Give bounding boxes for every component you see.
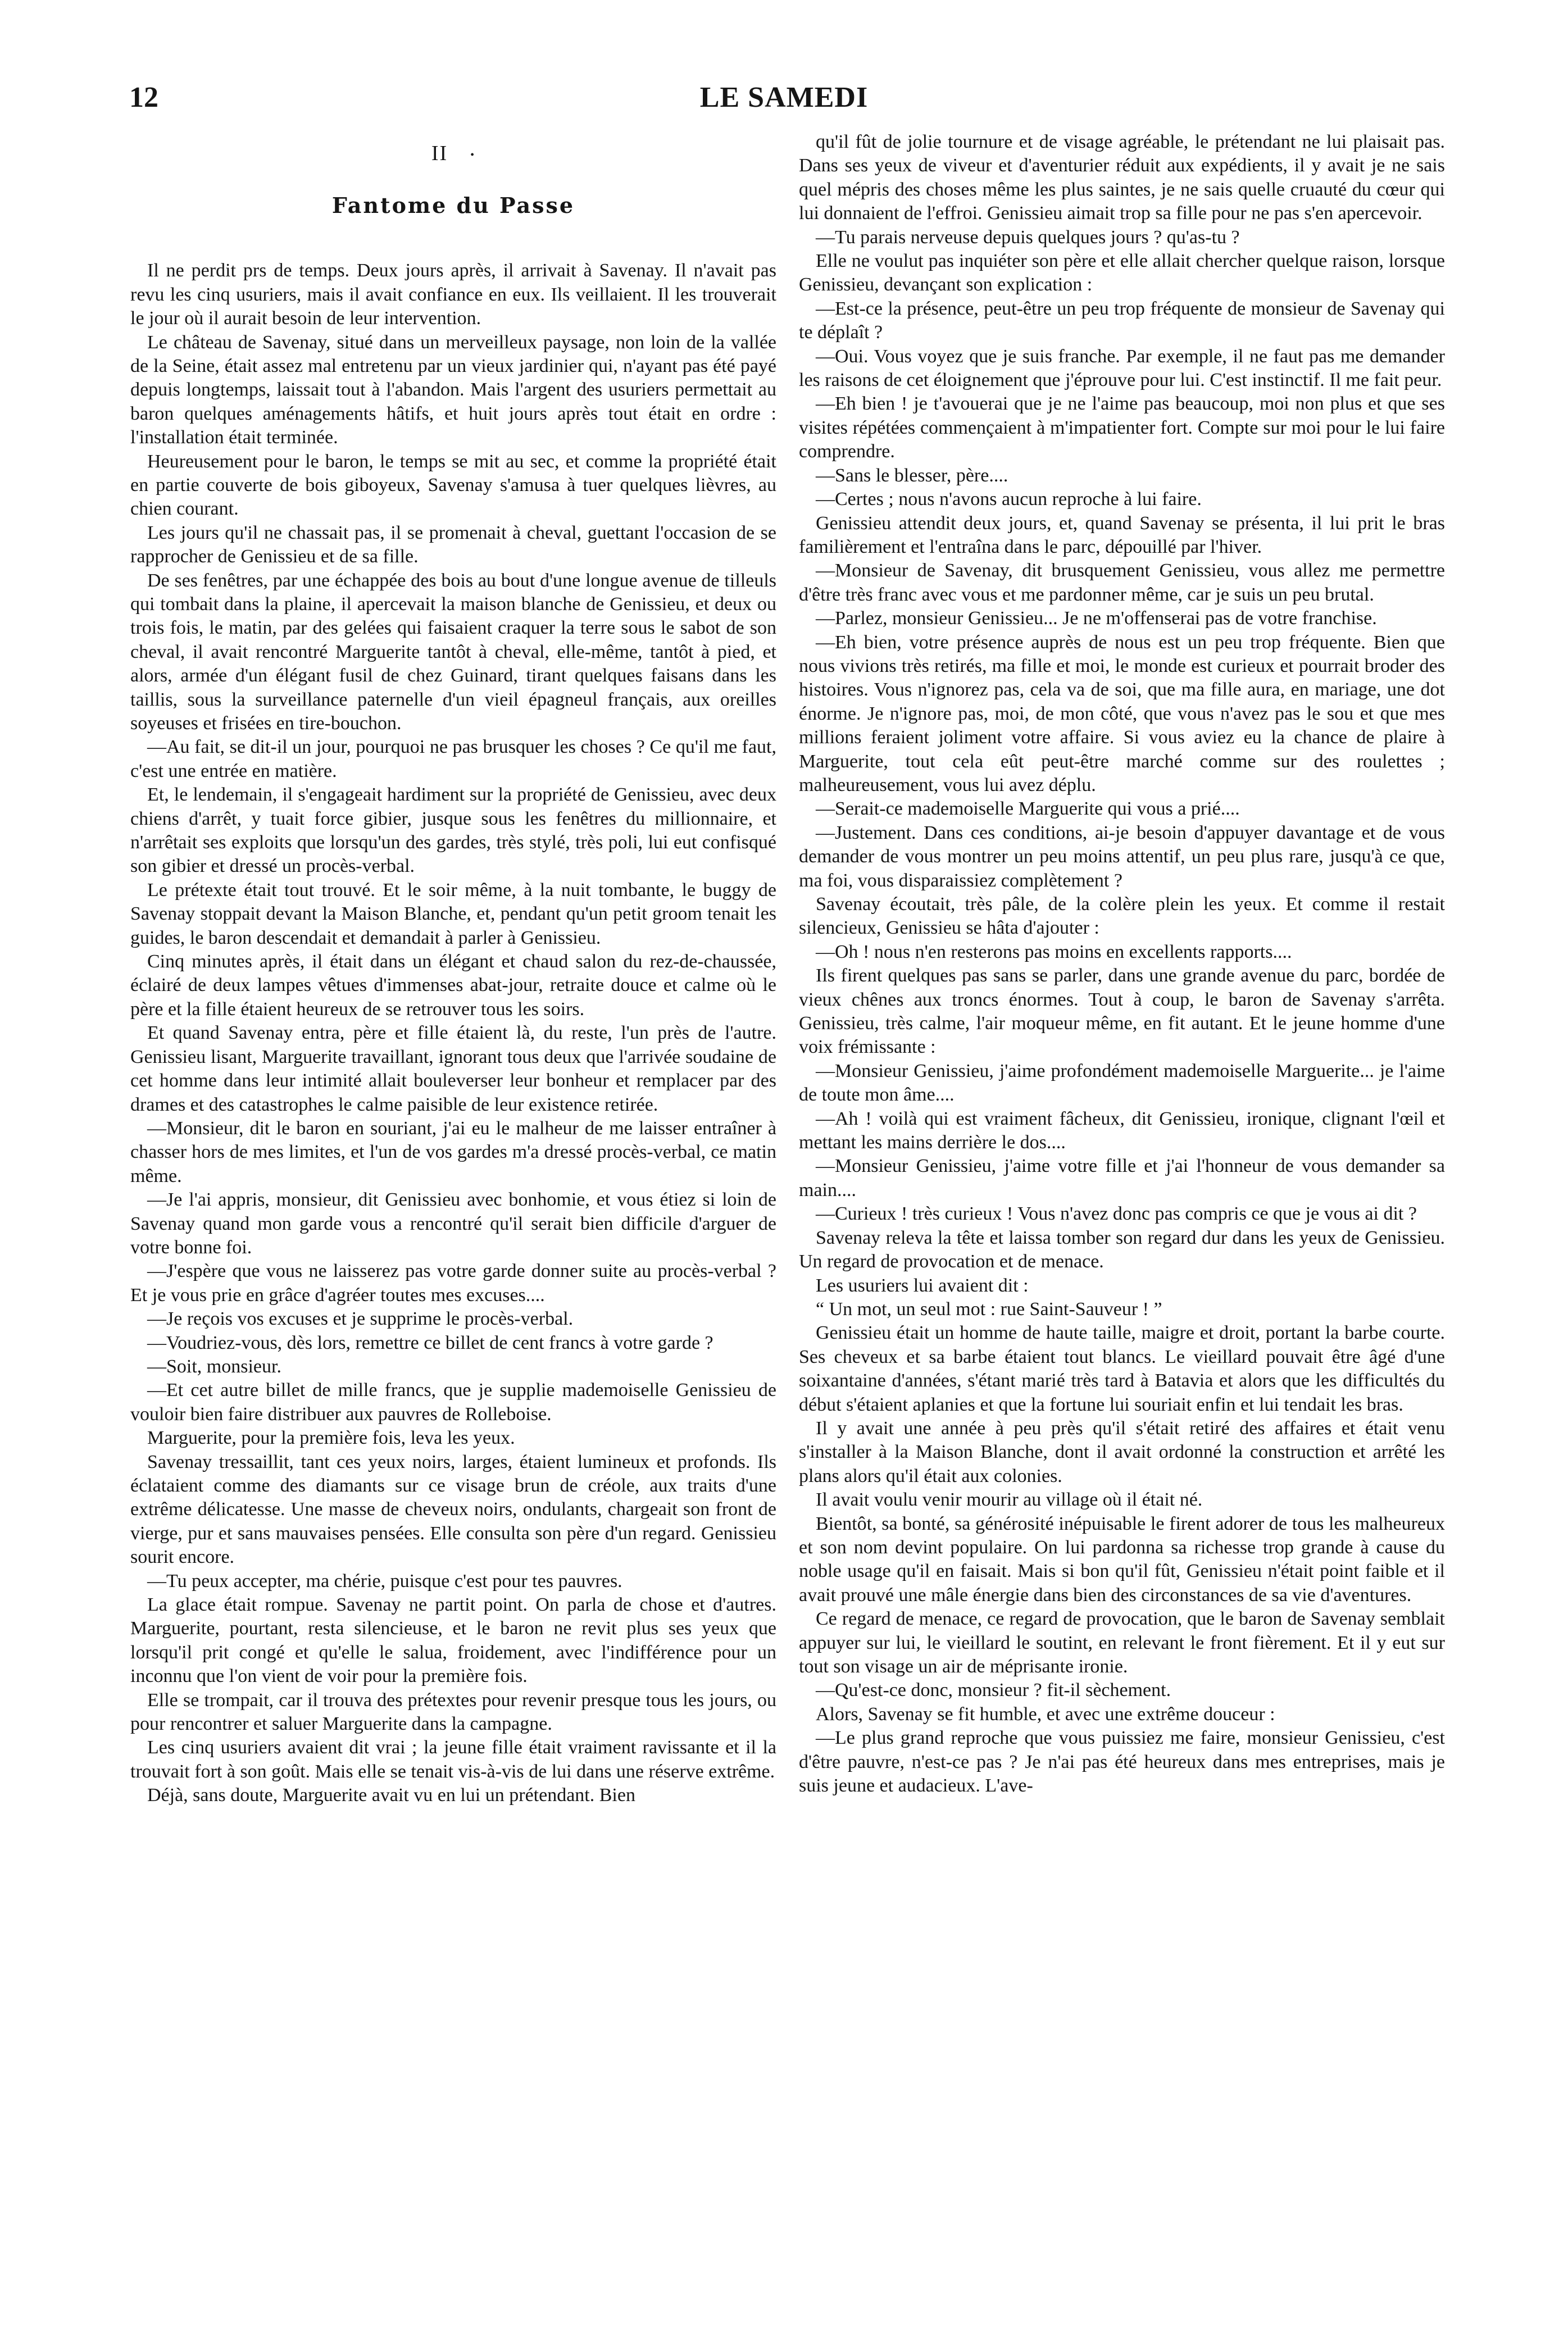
paragraph: Et, le lendemain, il s'engageait hardiment sur la propriété de Genissieu, avec deux chiens d'arrêt, y tuait force gibier, jusque sous les fenêtres du millionnaire, et n'arrêtait ses exploits que lorsqu'un des gardes, très stylé, très poli, lui eut confisqué son gibier et dressé un procès-verbal. <box>130 784 776 877</box>
left-column <box>130 130 776 1808</box>
paragraph: La glace était rompue. Savenay ne partit point. On parla de chose et d'autres. Marguerite, pourtant, resta silencieuse, et le baron ne revit plus ses yeux que lorsqu'il prit congé et qu'elle le salua, froidement, avec l'indifférence pour un inconnu que l'on vient de voir pour la première fois. <box>130 1594 776 1687</box>
paragraph: Elle se trompait, car il trouva des prétextes pour revenir presque tous les jours, ou pour rencontrer et saluer Marguerite dans la campagne. <box>130 1689 776 1735</box>
paragraph: Les cinq usuriers avaient dit vrai ; la jeune fille était vraiment ravissante et il la trouvait fort à son goût. Mais elle se tenait vis-à-vis de lui dans une réserve extrême. <box>130 1737 776 1782</box>
paragraph: —Tu parais nerveuse depuis quelques jours ? qu'as-tu ? <box>816 226 1240 248</box>
paragraph: —Parlez, monsieur Genissieu... Je ne m'offenserai pas de votre franchise. <box>816 608 1377 629</box>
paragraph: Genissieu était un homme de haute taille, maigre et droit, portant la barbe courte. Ses cheveux et sa barbe étaient tout blancs. Le vieillard pouvait être âgé d'une soixantaine d'années, s'étant marié très tard à Batavia et alors que les difficultés du début s'étaient aplanies et que la fortune lui souriait enfin et lui tendait les bras. <box>799 1322 1445 1415</box>
paragraph: —Je reçois vos excuses et je supprime le procès-verbal. <box>147 1308 574 1330</box>
paragraph: —Justement. Dans ces conditions, ai-je besoin d'appuyer davantage et de vous demander de vous montrer un peu moins attentif, un peu plus rare, jusqu'à ce que, ma foi, vous disparaissiez complètement ? <box>799 822 1445 891</box>
paragraph: —Voudriez-vous, dès lors, remettre ce billet de cent francs à votre garde ? <box>147 1332 713 1353</box>
paragraph: Cinq minutes après, il était dans un élégant et chaud salon du rez-de-chaussée, éclairé de deux lampes vêtues d'immenses abat-jour, retraite douce et calme où le père et la fille étaient heureux de se retrouver tous les soirs. <box>130 951 776 1020</box>
paragraph: —Monsieur Genissieu, j'aime profondément mademoiselle Marguerite... je l'aime de toute mon âme.... <box>799 1060 1445 1106</box>
paragraph: —Au fait, se dit-il un jour, pourquoi ne pas brusquer les choses ? Ce qu'il me faut, c'est une entrée en matière. <box>130 736 776 781</box>
paragraph: —Sans le blesser, père.... <box>816 465 1008 486</box>
paragraph: —Je l'ai appris, monsieur, dit Genissieu avec bonhomie, et vous étiez si loin de Savenay quand mon garde vous a rencontré qu'il serait bien difficile d'arguer de votre bonne foi. <box>130 1189 776 1258</box>
paragraph: —Tu peux accepter, ma chérie, puisque c'est pour tes pauvres. <box>147 1570 622 1592</box>
left-column-text <box>130 259 776 1807</box>
paragraph: —Curieux ! très curieux ! Vous n'avez donc pas compris ce que je vous ai dit ? <box>816 1203 1417 1225</box>
paragraph: —Soit, monsieur. <box>147 1356 281 1377</box>
paragraph: Ils firent quelques pas sans se parler, dans une grande avenue du parc, bordée de vieux chênes aux troncs énormes. Tout à coup, le baron de Savenay s'arrêta. Genissieu, très calme, l'air moqueur même, en fit autant. Et le jeune homme d'une voix frémissante : <box>799 965 1445 1058</box>
paragraph: Marguerite, pour la première fois, leva les yeux. <box>147 1427 515 1449</box>
paragraph: —Monsieur Genissieu, j'aime votre fille et j'ai l'honneur de vous demander sa main.... <box>799 1156 1445 1201</box>
paragraph: —Qu'est-ce donc, monsieur ? fit-il sèchement. <box>816 1680 1171 1701</box>
right-column-text <box>799 130 1445 1798</box>
paragraph: —Ah ! voilà qui est vraiment fâcheux, dit Genissieu, ironique, clignant l'œil et mettant les mains derrière le dos.... <box>799 1108 1445 1153</box>
page-number: 12 <box>129 81 158 113</box>
paragraph: —Certes ; nous n'avons aucun reproche à lui faire. <box>816 489 1202 510</box>
paragraph: Ce regard de menace, ce regard de provocation, que le baron de Savenay semblait appuyer sur lui, le vieillard le soutint, en relevant le front fièrement. Et il y eut sur tout son visage un air de méprisante ironie. <box>799 1608 1445 1677</box>
paragraph: Elle ne voulut pas inquiéter son père et elle allait chercher quelque raison, lorsque Genissieu, devançant son explication : <box>799 251 1445 295</box>
paragraph: Savenay tressaillit, tant ces yeux noirs, larges, étaient lumineux et profonds. Ils éclataient comme des diamants sur ce visage brun de créole, aux traits d'une extrême délicatesse. Une masse de cheveux noirs, ondulants, chargeait son front de vierge, pur et sans mauvaises pensées. Elle consulta son père d'un regard. Genissieu sourit encore. <box>130 1451 776 1568</box>
paragraph: Il avait voulu venir mourir au village où il était né. <box>816 1489 1203 1511</box>
paragraph: Savenay releva la tête et laissa tomber son regard dur dans les yeux de Genissieu. Un regard de provocation et de menace. <box>799 1227 1445 1272</box>
paragraph: qu'il fût de jolie tournure et de visage agréable, le prétendant ne lui plaisait pas. Dans ses yeux de viveur et d'aventurier réduit aux expédients, il y avait je ne sais quel mépris des choses même les plus saintes, je ne sais quelle cruauté du cœur qui lui donnaient de l'effroi. Genissieu aimait trop sa fille pour ne pas s'en apercevoir. <box>799 131 1445 224</box>
paragraph: Le château de Savenay, situé dans un merveilleux paysage, non loin de la vallée de la Seine, était assez mal entretenu par un vieux jardinier qui, n'ayant pas été payé depuis longtemps, laissait tout à l'abandon. Mais l'argent des usuriers permettait au baron quelques aménagements hâtifs, et huit jours après tout était en ordre : l'installation était terminée. <box>130 331 776 448</box>
paragraph: —Oh ! nous n'en resterons pas moins en excellents rapports.... <box>816 941 1292 962</box>
paragraph: —Eh bien ! je t'avouerai que je ne l'aime pas beaucoup, moi non plus et que ses visites répétées commençaient à m'impatienter fort. Compte sur moi pour le lui faire comprendre. <box>799 393 1445 462</box>
chapter-heading <box>130 139 776 169</box>
paragraph: Déjà, sans doute, Marguerite avait vu en lui un prétendant. Bien <box>147 1785 635 1806</box>
ornament-bullet: • <box>470 149 476 162</box>
paragraph: Savenay écoutait, très pâle, de la colère plein les yeux. Et comme il restait silencieux, Genissieu se hâta d'ajouter : <box>799 894 1445 939</box>
paragraph: De ses fenêtres, par une échappée des bois au bout d'une longue avenue de tilleuls qui tombait dans la plaine, il apercevait la maison blanche de Genissieu, et deux ou trois fois, le matin, par des gelées qui faisaient craquer la terre sous le sabot de son cheval, il avait rencontré Marguerite tantôt à cheval, elle-même, tantôt à pied, et alors, armée d'un élégant fusil de chez Guinard, tirant quelques faisans dans les taillis, sous la surveillance paternelle d'un vieil épagneul français, aux oreilles soyeuses et frisées en tire-bouchon. <box>130 570 776 734</box>
chapter-title: Fantome du Passe <box>331 193 575 219</box>
paragraph: Les usuriers lui avaient dit : <box>816 1275 1029 1296</box>
chapter-number: II <box>431 142 448 165</box>
paragraph: “ Un mot, un seul mot : rue Saint-Sauveur ! ” <box>816 1298 1162 1320</box>
paragraph: Heureusement pour le baron, le temps se mit au sec, et comme la propriété était en partie couverte de bois giboyeux, Savenay s'amusa à tuer quelques lièvres, au chien courant. <box>130 451 776 520</box>
paragraph: —Serait-ce mademoiselle Marguerite qui vous a prié.... <box>816 798 1240 820</box>
paragraph: —Est-ce la présence, peut-être un peu trop fréquente de monsieur de Savenay qui te déplaît ? <box>799 298 1445 343</box>
paragraph: Genissieu attendit deux jours, et, quand Savenay se présenta, il lui prit le bras familièrement et l'entraîna dans le parc, dépouillé par l'hiver. <box>799 512 1445 557</box>
right-column <box>799 130 1445 1798</box>
running-title: LE SAMEDI <box>699 81 869 113</box>
paragraph: —Monsieur de Savenay, dit brusquement Genissieu, vous allez me permettre d'être très franc avec vous et me pardonner même, car je suis un peu brutal. <box>799 560 1445 605</box>
paragraph: Alors, Savenay se fit humble, et avec une extrême douceur : <box>816 1703 1275 1725</box>
paragraph: Les jours qu'il ne chassait pas, il se promenait à cheval, guettant l'occasion de se rapprocher de Genissieu et de sa fille. <box>130 522 776 567</box>
paragraph: —Le plus grand reproche que vous puissiez me faire, monsieur Genissieu, c'est d'être pauvre, n'est-ce pas ? Je n'ai pas été heureux dans mes entreprises, mais je suis jeune et audacieux. L'ave- <box>799 1727 1445 1797</box>
paragraph: —Oui. Vous voyez que je suis franche. Par exemple, il ne faut pas me demander les raisons de cet éloignement que j'éprouve pour lui. C'est instinctif. Il me fait peur. <box>799 345 1445 391</box>
paragraph: —J'espère que vous ne laisserez pas votre garde donner suite au procès-verbal ? Et je vous prie en grâce d'agréer toutes mes excuses.... <box>130 1261 776 1306</box>
paragraph: Il y avait une année à peu près qu'il s'était retiré des affaires et était venu s'installer à la Maison Blanche, dont il avait ordonné la construction et arrêté les plans alors qu'il était aux colonies. <box>799 1417 1445 1486</box>
paragraph: Et quand Savenay entra, père et fille étaient là, du reste, l'un près de l'autre. Genissieu lisant, Marguerite travaillant, ignorant tous deux que l'arrivée soudaine de cet homme dans leur intimité allait bouleverser leur bonheur et remplacer par des drames et des catastrophes le calme paisible de leur existence retirée. <box>130 1022 776 1115</box>
paragraph: —Et cet autre billet de mille francs, que je supplie mademoiselle Genissieu de vouloir bien faire distribuer aux pauvres de Rolleboise. <box>130 1380 776 1425</box>
paragraph: Bientôt, sa bonté, sa générosité inépuisable le firent adorer de tous les malheureux et son nom devint populaire. On lui pardonna sa richesse trop grande à cause du noble usage qu'il en faisait. Mais si bon qu'il fût, Genissieu n'était point faible et il avait prouvé une mâle énergie dans bien des circonstances de sa vie d'aventures. <box>799 1513 1445 1606</box>
paragraph: —Eh bien, votre présence auprès de nous est un peu trop fréquente. Bien que nous vivions très retirés, ma fille et moi, le monde est curieux et pourrait broder des histoires. Vous n'ignorez pas, cela va de soi, que ma fille aura, en mariage, une dot énorme. Je n'ignore pas, moi, de mon côté, que vous n'avez pas le sou et que mes millions feraient joliment votre affaire. Si vous aviez eu la chance de plaire à Marguerite, tout cela eût peut-être marché comme sur des roulettes ; malheureusement, vous lui avez déplu. <box>799 631 1445 795</box>
paragraph: Le prétexte était tout trouvé. Et le soir même, à la nuit tombante, le buggy de Savenay stoppait devant la Maison Blanche, et, pendant qu'un petit groom tenait les guides, le baron descendait et demandait à parler à Genissieu. <box>130 879 776 948</box>
paragraph: Il ne perdit prs de temps. Deux jours après, il arrivait à Savenay. Il n'avait pas revu les cinq usuriers, mais il avait confiance en eux. Ils veillaient. Il les trouverait le jour où il aurait besoin de leur intervention. <box>130 260 776 329</box>
paragraph: —Monsieur, dit le baron en souriant, j'ai eu le malheur de me laisser entraîner à chasser hors de mes limites, et l'un de vos gardes m'a dressé procès-verbal, ce matin même. <box>130 1117 776 1186</box>
